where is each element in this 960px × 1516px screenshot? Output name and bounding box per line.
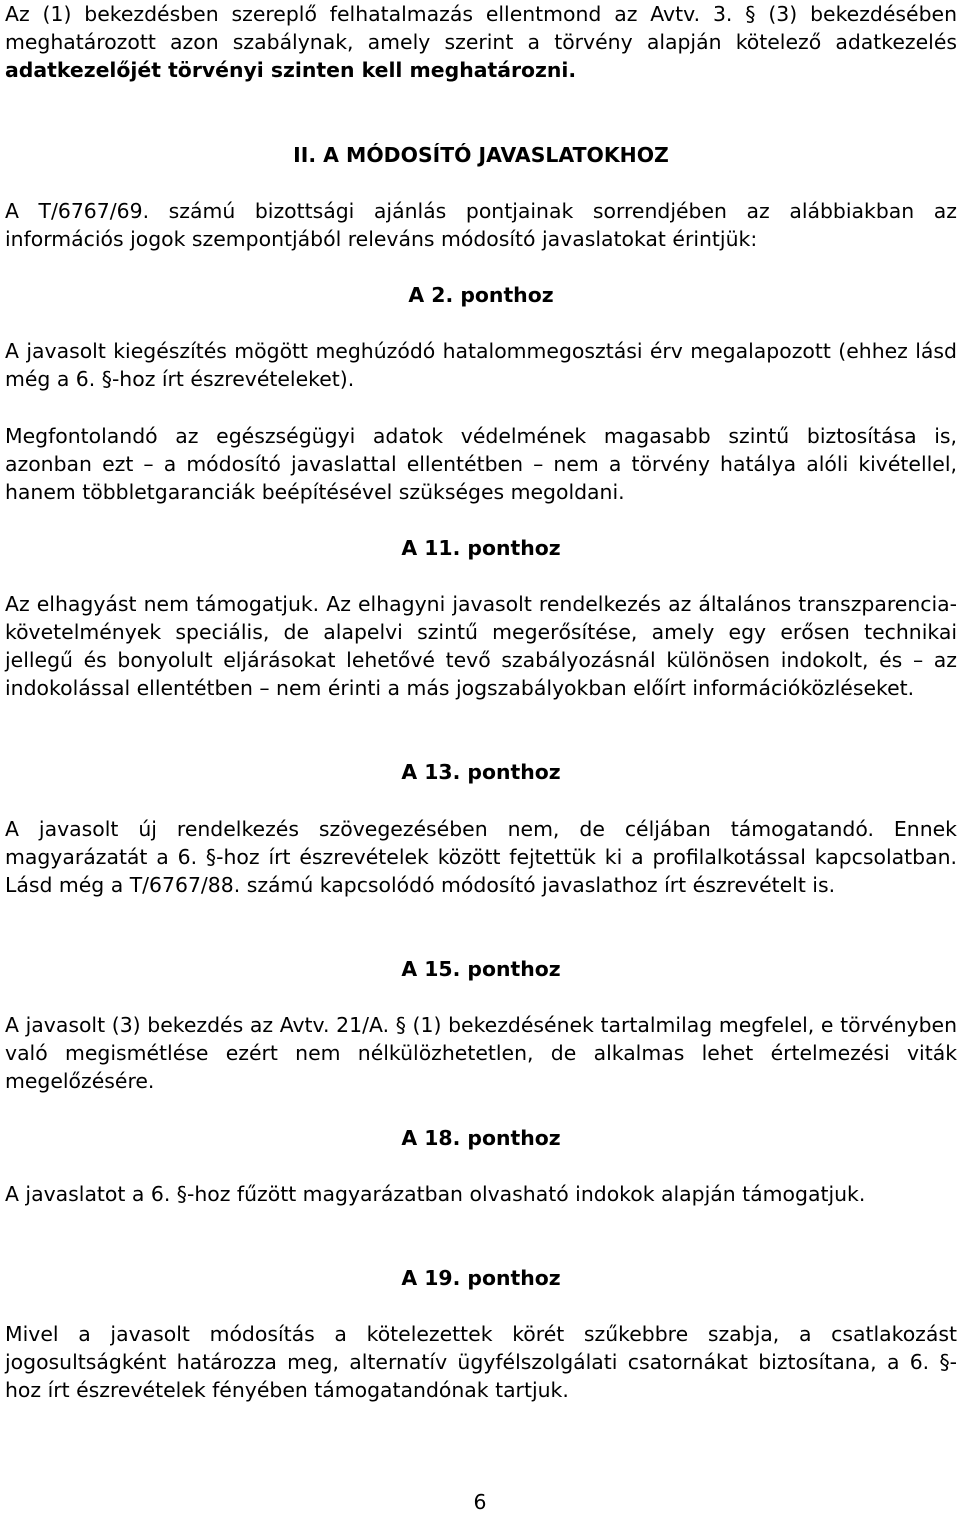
section-title: II. A MÓDOSÍTÓ JAVASLATOKHOZ xyxy=(293,143,669,167)
point-paragraph: A javasolt (3) bekezdés az Avtv. 21/A. § (1) bekezdésének tartalmilag megfelel, e törvényben való megismétlése ezért nem nélkülözhetetlen, de alkalmas lehet értelmezési viták megelőzésére. xyxy=(5,1013,957,1093)
point-paragraph: Mivel a javasolt módosítás a kötelezettek körét szűkebbre szabja, a csatlakozást jogosultságként határozza meg, alternatív ügyfélszolgálati csatornákat biztosítana, a 6. §-hoz írt észrevételek fényében támogatandónak tartjuk. xyxy=(5,1322,957,1402)
intro-paragraph xyxy=(5,0,957,84)
page-number: 6 xyxy=(473,1490,487,1514)
point-heading: A 19. ponthoz xyxy=(401,1266,561,1290)
point-paragraph: A javasolt kiegészítés mögött meghúzódó hatalommegosztási érv megalapozott (ehhez lásd még a 6. §-hoz írt észrevételeket). xyxy=(5,339,957,391)
intro-text: Az (1) bekezdésben szereplő felhatalmazás ellentmond az Avtv. 3. § (3) bekezdésében meghatározott azon szabálynak, amely szerint a törvény alapján kötelező adatkezelés xyxy=(5,2,957,54)
point-heading: A 11. ponthoz xyxy=(401,536,561,560)
point-paragraph: Megfontolandó az egészségügyi adatok védelmének magasabb szintű biztosítása is, azonban ezt – a módosító javaslattal ellentétben – nem a törvény hatálya alóli kivétellel, hanem többletgaranciák beépítésével szükséges megoldani. xyxy=(5,424,957,504)
point-paragraph: A javaslatot a 6. §-hoz fűzött magyarázatban olvasható indokok alapján támogatjuk. xyxy=(5,1182,866,1206)
point-heading: A 18. ponthoz xyxy=(401,1126,561,1150)
point-heading: A 15. ponthoz xyxy=(401,957,561,981)
lead-paragraph: A T/6767/69. számú bizottsági ajánlás pontjainak sorrendjében az alábbiakban az információs jogok szempontjából releváns módosító javaslatokat érintjük: xyxy=(5,199,957,251)
intro-bold-text: adatkezelőjét törvényi szinten kell meghatározni. xyxy=(5,58,577,82)
point-paragraph: A javasolt új rendelkezés szövegezésében nem, de céljában támogatandó. Ennek magyarázatát a 6. §-hoz írt észrevételek között fejtettük ki a profilalkotással kapcsolatban. Lásd még a T/6767/88. számú kapcsolódó módosító javaslathoz írt észrevételt is. xyxy=(5,817,957,897)
point-heading: A 2. ponthoz xyxy=(408,283,554,307)
point-paragraph: Az elhagyást nem támogatjuk. Az elhagyni javasolt rendelkezés az általános transzparencia-követelmények speciális, de alapelvi szintű megerősítése, amely egy erősen technikai jellegű és bonyolult eljárásokat lehetővé tevő szabályozásnál különösen indokolt, és – az indokolással ellentétben – nem érinti a más jogszabályokban előírt információközléseket. xyxy=(5,592,957,700)
point-heading: A 13. ponthoz xyxy=(401,760,561,784)
